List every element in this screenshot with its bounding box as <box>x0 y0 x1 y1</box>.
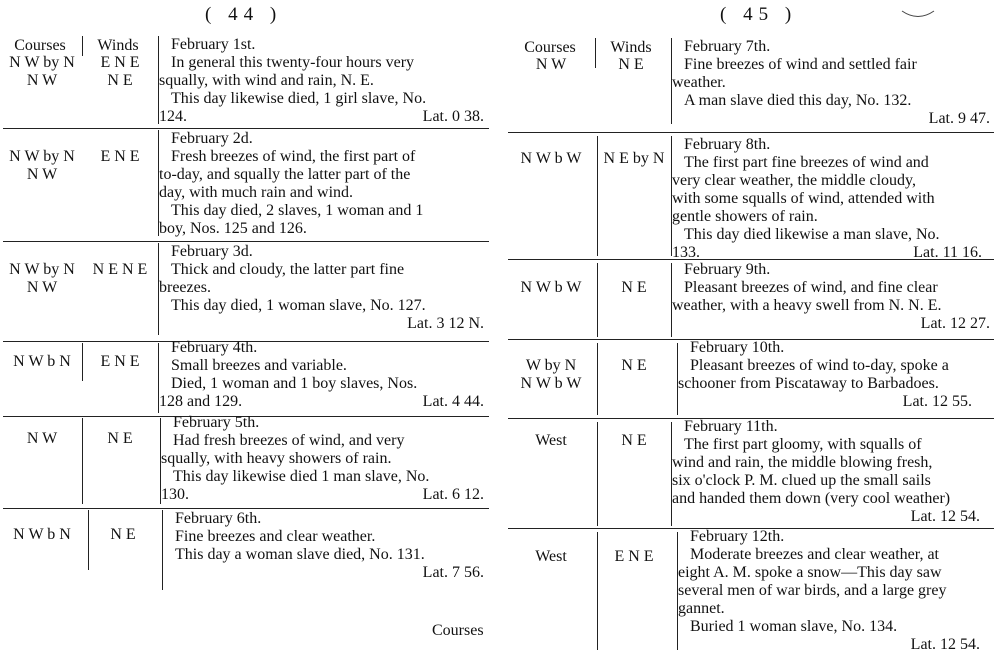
courses-cell: N W by N N W <box>9 54 75 89</box>
entry-text: February 10th. Pleasant breezes of wind to-day, spoke a schooner from Piscataway to Barbadoes. Lat. 12 55. <box>678 339 972 410</box>
winds-header: Winds <box>610 39 652 56</box>
winds-cell: N E <box>107 430 133 447</box>
log-entry <box>505 132 1000 259</box>
courses-cell: N W by N N W <box>9 261 75 296</box>
courses-cell: West <box>535 548 567 565</box>
log-entry <box>505 259 1000 339</box>
entry-text: February 5th. Had fresh breezes of wind, and very squally, with heavy showers of rain. This day likewise died 1 man slave, No. 130. Lat. 6 12. <box>161 414 484 503</box>
courses-cell: N W b W <box>520 279 582 296</box>
courses-cell: W by N N W b W <box>520 357 582 392</box>
winds-cell: N E N E <box>92 261 148 278</box>
winds-cell: N E <box>618 56 644 73</box>
winds-cell: E N E <box>100 353 140 370</box>
winds-cell: N E <box>621 357 647 374</box>
courses-cell: N W by N N W <box>9 148 75 183</box>
courses-cell: N W b W <box>520 150 582 167</box>
catchword: Courses <box>432 622 484 639</box>
winds-cell: N E <box>621 279 647 296</box>
winds-cell: E N E <box>614 548 654 565</box>
entry-text: February 8th. The first part fine breezes of wind and very clear weather, the middle cloudy, with some squalls of wind, attended with gentle showers of rain. This day died likewise a man slave, No. 133. Lat. 11 16. <box>672 136 982 261</box>
winds-cell: N E <box>110 526 136 543</box>
page-number: ( 44 ) <box>205 4 283 25</box>
courses-header: Courses <box>524 39 576 56</box>
page-number: ( 45 ) <box>720 4 798 25</box>
entry-text: February 4th. Small breezes and variable. Died, 1 woman and 1 boy slaves, Nos. 128 and 129. Lat. 4 44. <box>159 339 484 410</box>
entry-text: February 6th. Fine breezes and clear weather. This day a woman slave died, No. 131. Lat. 7 56. <box>175 510 484 581</box>
courses-cell: N W b N <box>13 353 71 370</box>
winds-cell: N E <box>621 432 647 449</box>
entry-text: February 9th. Pleasant breezes of wind, and fine clear weather, with a heavy swell from N. N. E. Lat. 12 27. <box>672 261 990 332</box>
ornament-icon <box>900 8 936 22</box>
courses-header: Courses <box>14 37 66 54</box>
courses-cell: N W <box>535 56 567 73</box>
log-entry <box>505 418 1000 528</box>
log-entry <box>0 128 495 241</box>
entry-text: February 11th. The first part gloomy, with squalls of wind and rain, the middle blowing fresh, six o'clock P. M. clued up the small sails and handed them down (very cool weather) Lat. 12 54. <box>672 418 980 525</box>
right-page <box>505 0 1000 652</box>
courses-cell: West <box>535 432 567 449</box>
log-entry <box>505 339 1000 418</box>
log-entry <box>0 508 495 608</box>
log-entry <box>505 528 1000 652</box>
log-entry <box>0 416 495 508</box>
log-entry <box>505 38 1000 132</box>
winds-cell: E N E <box>100 148 140 165</box>
winds-cell: E N E N E <box>100 54 140 89</box>
entry-text: February 2d. Fresh breezes of wind, the first part of to-day, and squally the latter part of the day, with much rain and wind. This day died, 2 slaves, 1 woman and 1 boy, Nos. 125 and 126. <box>159 130 424 237</box>
entry-text: February 7th. Fine breezes of wind and settled fair weather. A man slave died this day, No. 132. Lat. 9 47. <box>672 38 990 127</box>
entry-text: February 12th. Moderate breezes and clear weather, at eight A. M. spoke a snow—This day saw several men of war birds, and a large grey gannet. Buried 1 woman slave, No. 134. Lat. 12 54. <box>678 528 980 652</box>
left-page <box>0 0 495 652</box>
courses-cell: N W <box>26 430 58 447</box>
winds-cell: N E by N <box>603 150 665 167</box>
log-entry <box>0 36 495 128</box>
courses-cell: N W b N <box>13 526 71 543</box>
winds-header: Winds <box>97 37 139 54</box>
log-entry <box>0 341 495 416</box>
log-entry <box>0 241 495 341</box>
entry-text: February 1st. In general this twenty-four hours very squally, with wind and rain, N. E. This day likewise died, 1 girl slave, No. 124. Lat. 0 38. <box>159 36 484 125</box>
entry-text: February 3d. Thick and cloudy, the latter part fine breezes. This day died, 1 woman slave, No. 127. Lat. 3 12 N. <box>159 243 484 332</box>
